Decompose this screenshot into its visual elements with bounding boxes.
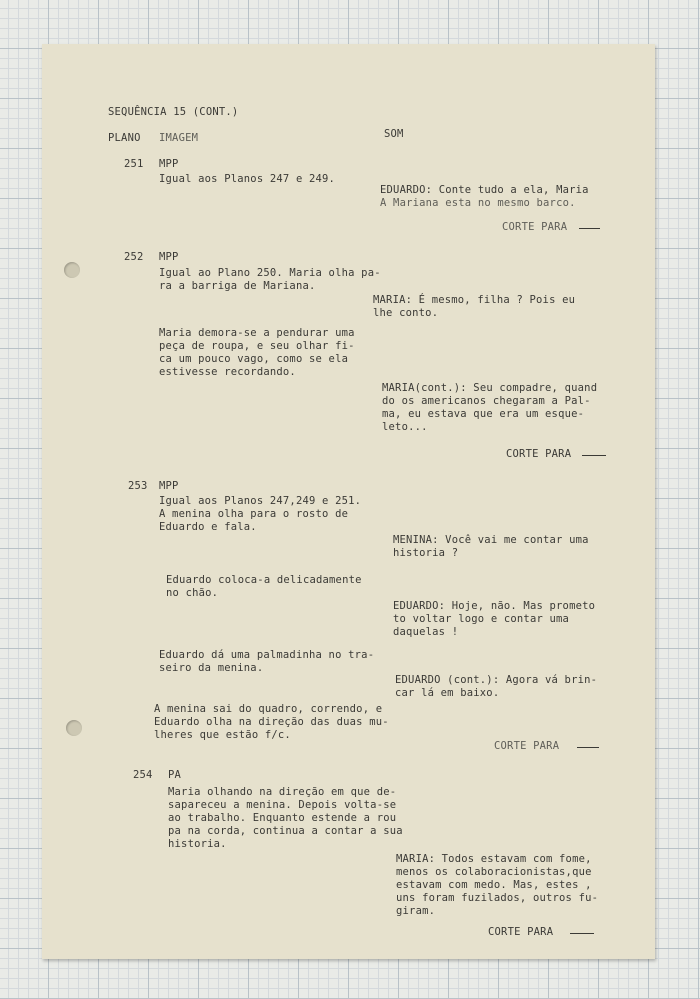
sound-line: daquelas !	[393, 626, 459, 638]
sound-line: do os americanos chegaram a Pal-	[382, 395, 591, 407]
shot-type: MPP	[159, 251, 179, 263]
sound-line: leto...	[382, 421, 428, 433]
shot-number: 252	[124, 251, 144, 263]
image-line: sapareceu a menina. Depois volta-se	[168, 799, 397, 811]
transition-label: CORTE PARA	[506, 448, 572, 460]
image-line: lheres que estão f/c.	[154, 729, 291, 741]
transition-label: CORTE PARA	[494, 740, 560, 752]
image-line: ao trabalho. Enquanto estende a rou	[168, 812, 397, 824]
sound-line: MARIA: Todos estavam com fome,	[396, 853, 592, 865]
transition-rule	[570, 933, 594, 934]
sound-line: estavam com medo. Mas, estes ,	[396, 879, 592, 891]
sound-line: MENINA: Você vai me contar uma	[393, 534, 589, 546]
transition-rule	[579, 228, 600, 229]
shot-type: MPP	[159, 158, 179, 170]
sound-line: historia ?	[393, 547, 459, 559]
transition-label: CORTE PARA	[488, 926, 554, 938]
sound-line: MARIA: É mesmo, filha ? Pois eu	[373, 294, 576, 306]
sound-line: EDUARDO: Conte tudo a ela, Maria	[380, 184, 589, 196]
sound-line: giram.	[396, 905, 436, 917]
sound-line: uns foram fuzilados, outros fu-	[396, 892, 599, 904]
image-line: Maria demora-se a pendurar uma	[159, 327, 355, 339]
sound-line: ma, eu estava que era um esque-	[382, 408, 585, 420]
shot-type: PA	[168, 769, 182, 781]
image-line: Eduardo olha na direção das duas mu-	[154, 716, 389, 728]
transition-rule	[582, 455, 606, 456]
image-line: Igual aos Planos 247,249 e 251.	[159, 495, 362, 507]
punch-hole-bottom	[66, 720, 82, 736]
image-line: seiro da menina.	[159, 662, 264, 674]
sound-line: lhe conto.	[373, 307, 439, 319]
image-line: A menina olha para o rosto de	[159, 508, 349, 520]
column-som: SOM	[384, 128, 404, 140]
sound-line: MARIA(cont.): Seu compadre, quand	[382, 382, 598, 394]
image-line: Eduardo dá uma palmadinha no tra-	[159, 649, 375, 661]
image-line: Igual ao Plano 250. Maria olha pa-	[159, 267, 381, 279]
sound-line: EDUARDO (cont.): Agora vá brin-	[395, 674, 598, 686]
image-line: ca um pouco vago, como se ela	[159, 353, 349, 365]
image-line: estivesse recordando.	[159, 366, 296, 378]
image-line: Igual aos Planos 247 e 249.	[159, 173, 336, 185]
image-line: Eduardo coloca-a delicadamente	[166, 574, 362, 586]
sound-line: menos os colaboracionistas,que	[396, 866, 592, 878]
sound-line: EDUARDO: Hoje, não. Mas prometo	[393, 600, 596, 612]
image-line: no chão.	[166, 587, 219, 599]
image-line: historia.	[168, 838, 227, 850]
script-page	[42, 44, 655, 959]
shot-number: 251	[124, 158, 144, 170]
image-line: peça de roupa, e seu olhar fi-	[159, 340, 355, 352]
image-line: Maria olhando na direção em que de-	[168, 786, 397, 798]
sound-line: to voltar logo e contar uma	[393, 613, 570, 625]
column-imagem: IMAGEM	[159, 132, 199, 144]
image-line: A menina sai do quadro, correndo, e	[154, 703, 383, 715]
sound-line: A Mariana esta no mesmo barco.	[380, 197, 576, 209]
shot-number: 254	[133, 769, 153, 781]
image-line: ra a barriga de Mariana.	[159, 280, 316, 292]
image-line: Eduardo e fala.	[159, 521, 257, 533]
sound-line: car lá em baixo.	[395, 687, 500, 699]
image-line: pa na corda, continua a contar a sua	[168, 825, 403, 837]
transition-rule	[577, 747, 599, 748]
shot-type: MPP	[159, 480, 179, 492]
shot-number: 253	[128, 480, 148, 492]
punch-hole-top	[64, 262, 80, 278]
column-plano: PLANO	[108, 132, 141, 144]
sequence-header: SEQUÊNCIA 15 (CONT.)	[108, 106, 239, 118]
transition-label: CORTE PARA	[502, 221, 568, 233]
